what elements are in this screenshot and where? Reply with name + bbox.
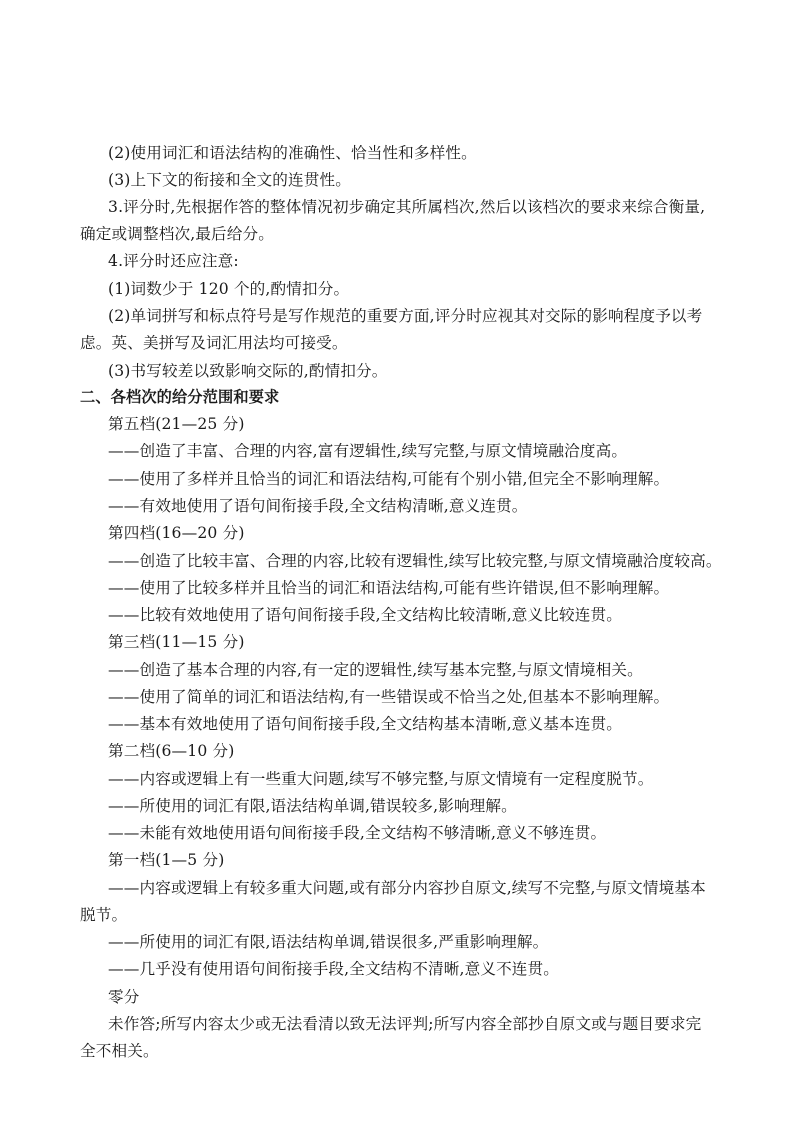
grade-3-req-1: ——创造了基本合理的内容,有一定的逻辑性,续写基本完整,与原文情境相关。 xyxy=(108,661,643,679)
grade-5-req-1: ——创造了丰富、合理的内容,富有逻辑性,续写完整,与原文情境融洽度高。 xyxy=(108,442,628,460)
grade-1-title: 第一档(1—5 分) xyxy=(108,851,225,869)
grade-4-req-3: ——比较有效地使用了语句间衔接手段,全文结构比较清晰,意义比较连贯。 xyxy=(108,606,623,624)
grade-5-req-3: ——有效地使用了语句间衔接手段,全文结构清晰,意义连贯。 xyxy=(108,497,528,515)
rule-4-item-2-line-1: (2)单词拼写和标点符号是写作规范的重要方面,评分时应视其对交际的影响程度予以考 xyxy=(108,307,703,325)
grade-4-req-2: ——使用了比较多样并且恰当的词汇和语法结构,可能有些许错误,但不影响理解。 xyxy=(108,579,670,597)
criteria-item-3: (3)上下文的衔接和全文的连贯性。 xyxy=(108,171,351,189)
grade-0-title: 零分 xyxy=(108,988,140,1006)
rule-3-line-2: 确定或调整档次,最后给分。 xyxy=(80,225,275,243)
grade-2-req-3: ——未能有效地使用语句间衔接手段,全文结构不够清晰,意义不够连贯。 xyxy=(108,824,607,842)
grade-0-line-2: 全不相关。 xyxy=(80,1042,159,1060)
grade-2-title: 第二档(6—10 分) xyxy=(108,742,235,760)
grade-2-req-2: ——所使用的词汇有限,语法结构单调,错误较多,影响理解。 xyxy=(108,797,517,815)
section-2-heading: 二、各档次的给分范围和要求 xyxy=(80,388,280,406)
grade-1-req-2: ——所使用的词汇有限,语法结构单调,错误很多,严重影响理解。 xyxy=(108,933,549,951)
grade-5-req-2: ——使用了多样并且恰当的词汇和语法结构,可能有个别小错,但完全不影响理解。 xyxy=(108,470,670,488)
grade-1-req-1-line-1: ——内容或逻辑上有较多重大问题,或有部分内容抄自原文,续写不完整,与原文情境基本 xyxy=(108,879,706,897)
grade-3-req-3: ——基本有效地使用了语句间衔接手段,全文结构基本清晰,意义基本连贯。 xyxy=(108,715,623,733)
rule-4-item-2-line-2: 虑。英、美拼写及词汇用法均可接受。 xyxy=(80,334,348,352)
grade-4-req-1: ——创造了比较丰富、合理的内容,比较有逻辑性,续写比较完整,与原文情境融洽度较高。 xyxy=(108,552,722,570)
grade-5-title: 第五档(21—25 分) xyxy=(108,415,245,433)
grade-0-line-1: 未作答;所写内容太少或无法看清以致无法评判;所写内容全部抄自原文或与题目要求完 xyxy=(108,1015,702,1033)
rule-4-item-3: (3)书写较差以致影响交际的,酌情扣分。 xyxy=(108,362,388,380)
criteria-item-2: (2)使用词汇和语法结构的准确性、恰当性和多样性。 xyxy=(108,144,477,162)
grade-4-title: 第四档(16—20 分) xyxy=(108,524,245,542)
rule-3-line-1: 3.评分时,先根据作答的整体情况初步确定其所属档次,然后以该档次的要求来综合衡量, xyxy=(108,198,706,216)
grade-3-title: 第三档(11—15 分) xyxy=(108,633,245,651)
grade-1-req-1-line-2: 脱节。 xyxy=(80,906,128,924)
grade-2-req-1: ——内容或逻辑上有一些重大问题,续写不够完整,与原文情境有一定程度脱节。 xyxy=(108,770,654,788)
rule-4-title: 4.评分时还应注意: xyxy=(108,252,239,270)
grade-1-req-3: ——几乎没有使用语句间衔接手段,全文结构不清晰,意义不连贯。 xyxy=(108,960,560,978)
rule-4-item-1: (1)词数少于 120 个的,酌情扣分。 xyxy=(108,280,350,298)
grade-3-req-2: ——使用了简单的词汇和语法结构,有一些错误或不恰当之处,但基本不影响理解。 xyxy=(108,688,670,706)
